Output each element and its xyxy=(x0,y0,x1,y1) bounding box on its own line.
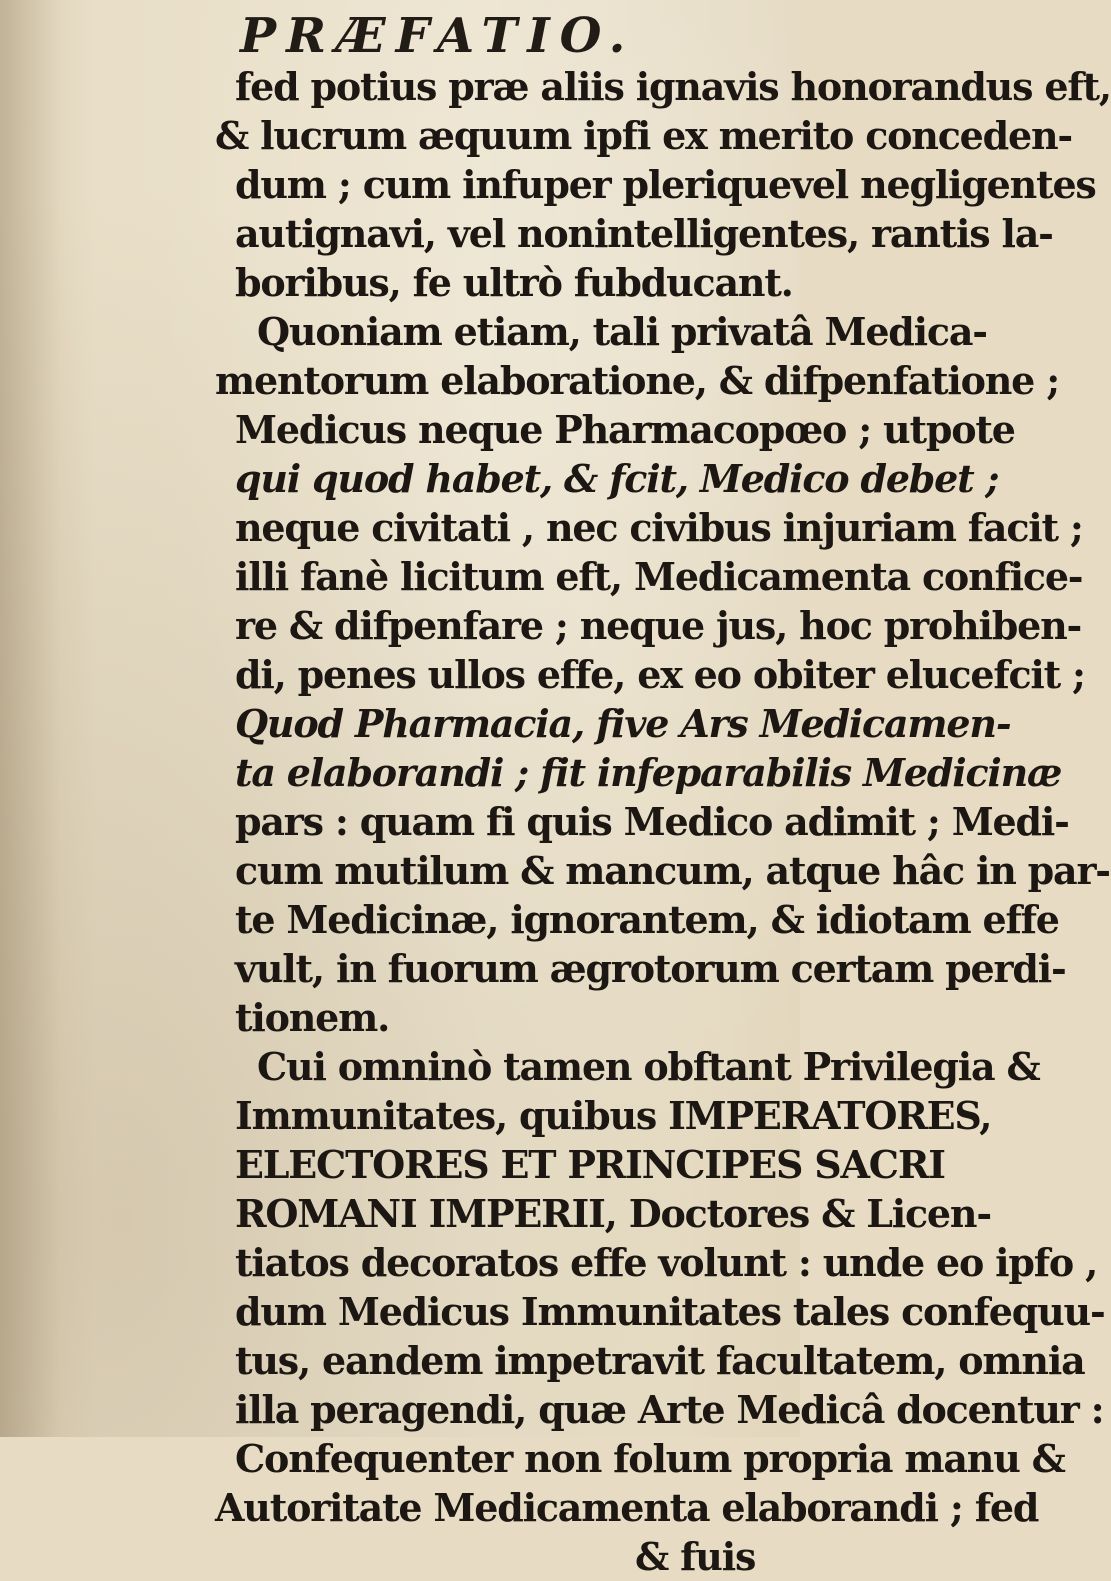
text-line: Immunitates, quibus IMPERATORES, xyxy=(235,1093,992,1138)
text-line: ta elaborandi ; fit infeparabilis Medicinæ xyxy=(235,750,1062,795)
text-line: ELECTORES ET PRINCIPES SACRI xyxy=(235,1142,945,1187)
text-line: tus, eandem impetravit facultatem, omnia xyxy=(235,1338,1085,1383)
text-line: te Medicinæ, ignorantem, & idiotam effe xyxy=(235,897,1059,942)
text-line: illa peragendi, quæ Arte Medicâ docentur : xyxy=(235,1387,1104,1432)
text-line: mentorum elaboratione, & difpenfatione ; xyxy=(215,358,1060,403)
body-text xyxy=(215,62,1111,1581)
text-line: fed potius præ aliis ignavis honorandus eft, xyxy=(235,64,1111,109)
text-line: boribus, fe ultrò fubducant. xyxy=(235,260,793,305)
text-line: autignavi, vel nonintelligentes, rantis la- xyxy=(235,211,1053,256)
text-line: Quoniam etiam, tali privatâ Medica- xyxy=(257,309,987,354)
text-line: vult, in fuorum ægrotorum certam perdi- xyxy=(235,946,1066,991)
text-line: Medicus neque Pharmacopœo ; utpote xyxy=(235,407,1015,452)
running-head: PRÆFATIO. xyxy=(240,8,636,64)
text-line: di, penes ullos effe, ex eo obiter elucefcit ; xyxy=(235,652,1085,697)
text-line: re & difpenfare ; neque jus, hoc prohiben- xyxy=(235,603,1082,648)
text-line: dum Medicus Immunitates tales confequu- xyxy=(235,1289,1105,1334)
text-line: tionem. xyxy=(235,995,390,1040)
text-line: Cui omninò tamen obftant Privilegia & xyxy=(257,1044,1040,1089)
text-line: pars : quam fi quis Medico adimit ; Medi- xyxy=(235,799,1069,844)
text-line: neque civitati , nec civibus injuriam facit ; xyxy=(235,505,1083,550)
text-line: Confequenter non folum propria manu & xyxy=(235,1436,1065,1481)
text-line: & lucrum æquum ipfi ex merito conceden- xyxy=(215,113,1072,158)
text-line: Autoritate Medicamenta elaborandi ; fed xyxy=(215,1485,1039,1530)
text-line: qui quod habet, & fcit, Medico debet ; xyxy=(235,456,999,501)
text-line: ROMANI IMPERII, Doctores & Licen- xyxy=(235,1191,991,1236)
text-line: tiatos decoratos effe volunt : unde eo ipfo , xyxy=(235,1240,1098,1285)
facing-page-bleed xyxy=(0,0,60,1437)
catchword: & fuis xyxy=(635,1534,756,1579)
text-line: illi fanè licitum eft, Medicamenta confice- xyxy=(235,554,1083,599)
text-line: dum ; cum infuper pleriquevel negligentes xyxy=(235,162,1096,207)
text-line: cum mutilum & mancum, atque hâc in par- xyxy=(235,848,1110,893)
text-line: Quod Pharmacia, five Ars Medicamen- xyxy=(235,701,1011,746)
